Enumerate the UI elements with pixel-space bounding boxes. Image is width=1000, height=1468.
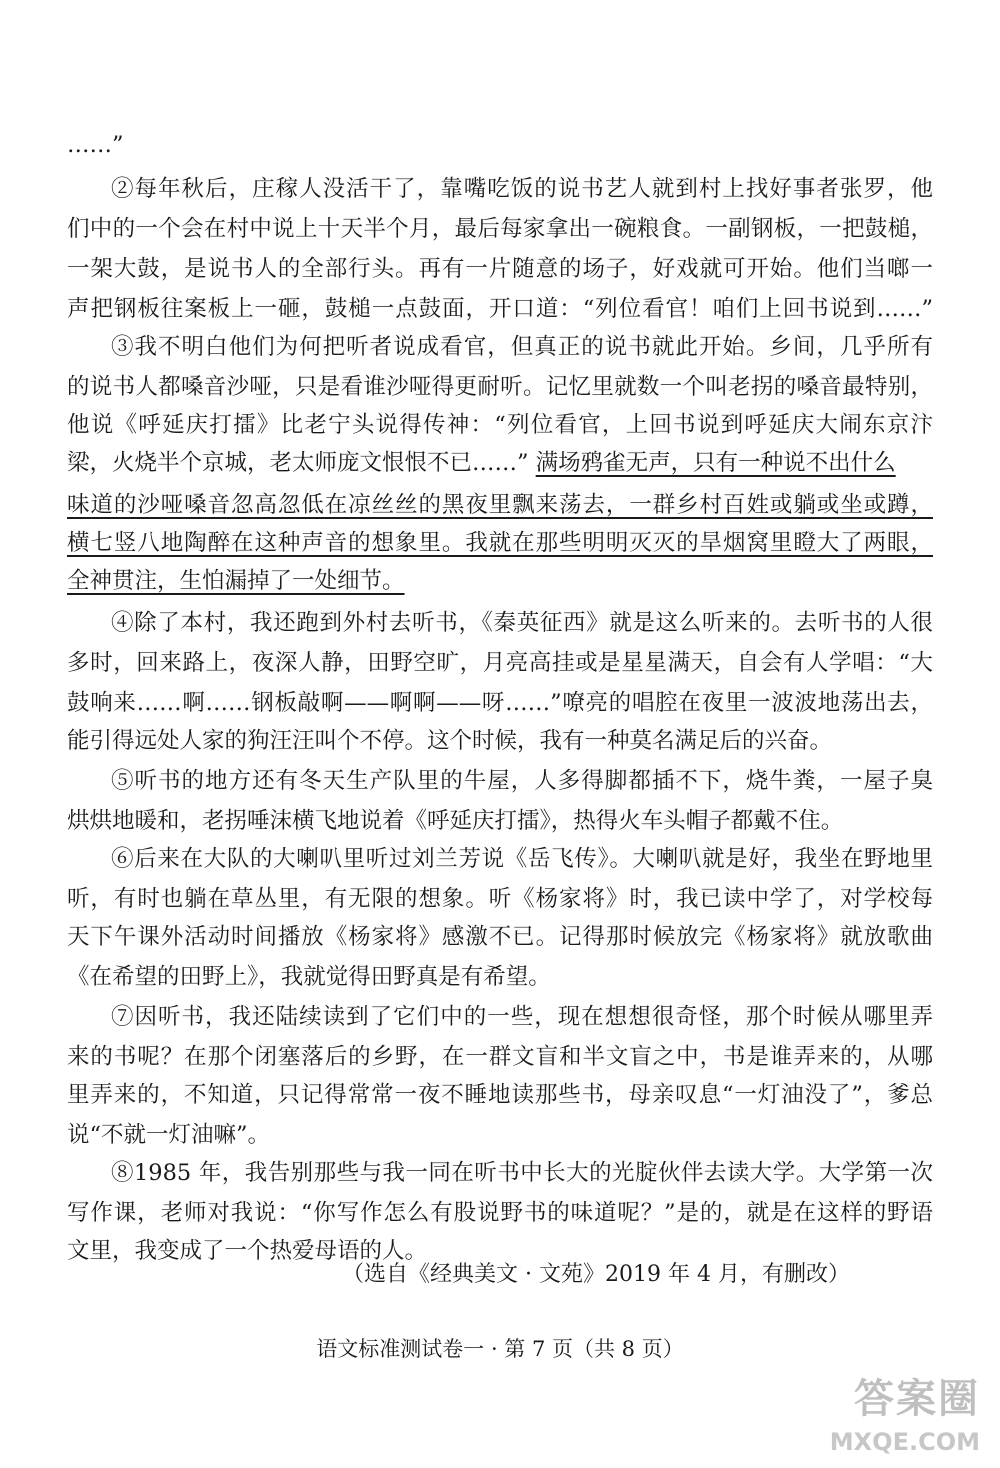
underlined-text-line [67, 526, 933, 560]
text-line: ③我不明白他们为何把听者说成看官，但真正的说书就此开始。乡间，几乎所有 [111, 334, 933, 360]
page-footer: 语文标准测试卷一 · 第 7 页（共 8 页） [316, 1337, 684, 1361]
underlined-text: 全神贯注，生怕漏掉了一处细节。 [67, 568, 405, 594]
watermark-url: MXQE.COM [829, 1428, 980, 1456]
text-line: 的说书人都嗓音沙哑，只是看谁沙哑得更耐听。记忆里就数一个叫老拐的嗓音最特别， [67, 374, 933, 400]
underlined-text: 横七竖八地陶醉在这种声音的想象里。我就在那些明明灭灭的旱烟窝里瞪大了两眼， [67, 530, 933, 556]
underlined-text: 味道的沙哑嗓音忽高忽低在凉丝丝的黑夜里飘来荡去，一群乡村百姓或躺或坐或蹲， [67, 492, 933, 518]
text-segment: 梁，火烧半个京城，老太师庞文恨恨不已……” [67, 450, 529, 476]
text-line: ④除了本村，我还跑到外村去听书，《秦英征西》就是这么听来的。去听书的人很 [111, 610, 933, 636]
text-line: 他说《呼延庆打擂》比老宁头说得传神：“列位看官，上回书说到呼延庆大闹东京汴 [67, 412, 933, 438]
text-line: ⑧1985 年，我告别那些与我一同在听书中长大的光腚伙伴去读大学。大学第一次 [111, 1160, 933, 1186]
text-line: ②每年秋后，庄稼人没活干了，靠嘴吃饭的说书艺人就到村上找好事者张罗，他 [111, 176, 933, 202]
text-line: ⑤听书的地方还有冬天生产队里的牛屋，人多得脚都插不下，烧牛粪，一屋子臭 [111, 768, 933, 794]
text-line: 一架大鼓，是说书人的全部行头。再有一片随意的场子，好戏就可开始。他们当啷一 [67, 256, 933, 282]
text-line: 说“不就一灯油嘛”。 [67, 1122, 271, 1148]
text-line: 声把钢板往案板上一砸，鼓槌一点鼓面，开口道：“列位看官！咱们上回书说到……” [67, 296, 933, 322]
underlined-text-segment: 满场鸦雀无声，只有一种说不出什么 [535, 450, 896, 476]
text-line: 文里，我变成了一个热爱母语的人。 [67, 1238, 428, 1264]
text-line: 写作课，老师对我说：“你写作怎么有股说野书的味道呢？”是的，就是在这样的野语 [67, 1200, 933, 1226]
text-line: 能引得远处人家的狗汪汪叫个不停。这个时候，我有一种莫名满足后的兴奋。 [67, 728, 833, 754]
text-line: 听，有时也躺在草丛里，有无限的想象。听《杨家将》时，我已读中学了，对学校每 [67, 886, 933, 912]
underlined-text-line [67, 564, 933, 598]
text-line: 里弄来的，不知道，只记得常常一夜不睡地读那些书，母亲叹息“一灯油没了”，爹总 [67, 1082, 933, 1108]
underlined-text-line [67, 488, 933, 522]
text-line: 们中的一个会在村中说上十天半个月，最后每家拿出一碗粮食。一副钢板，一把鼓槌， [67, 216, 933, 242]
text-line: 鼓响来……啊……钢板敲啊——啊啊——呀……”嘹亮的唱腔在夜里一波波地荡出去， [67, 690, 933, 716]
text-line: ……” [67, 132, 124, 158]
text-line: ⑥后来在大队的大喇叭里听过刘兰芳说《岳飞传》。大喇叭就是好，我坐在野地里 [111, 846, 933, 872]
text-line: ⑦因听书，我还陆续读到了它们中的一些，现在想想很奇怪，那个时候从哪里弄 [111, 1004, 933, 1030]
text-line: 天下午课外活动时间播放《杨家将》感激不已。记得那时候放完《杨家将》就放歌曲 [67, 924, 933, 950]
watermark-title: 答案圈 [854, 1376, 980, 1422]
text-line: 来的书呢？在那个闭塞落后的乡野，在一群文盲和半文盲之中，书是谁弄来的，从哪 [67, 1044, 933, 1070]
watermark-logo [806, 1376, 986, 1456]
text-line: 烘烘地暖和，老拐唾沫横飞地说着《呼延庆打擂》，热得火车头帽子都戴不住。 [67, 808, 844, 834]
text-line: 多时，回来路上，夜深人静，田野空旷，月亮高挂或是星星满天，自会有人学唱：“大 [67, 650, 933, 676]
text-line-mixed [67, 446, 933, 480]
source-citation: （选自《经典美文 · 文苑》2019 年 4 月，有删改） [342, 1262, 850, 1287]
text-line: 《在希望的田野上》，我就觉得田野真是有希望。 [67, 964, 551, 990]
